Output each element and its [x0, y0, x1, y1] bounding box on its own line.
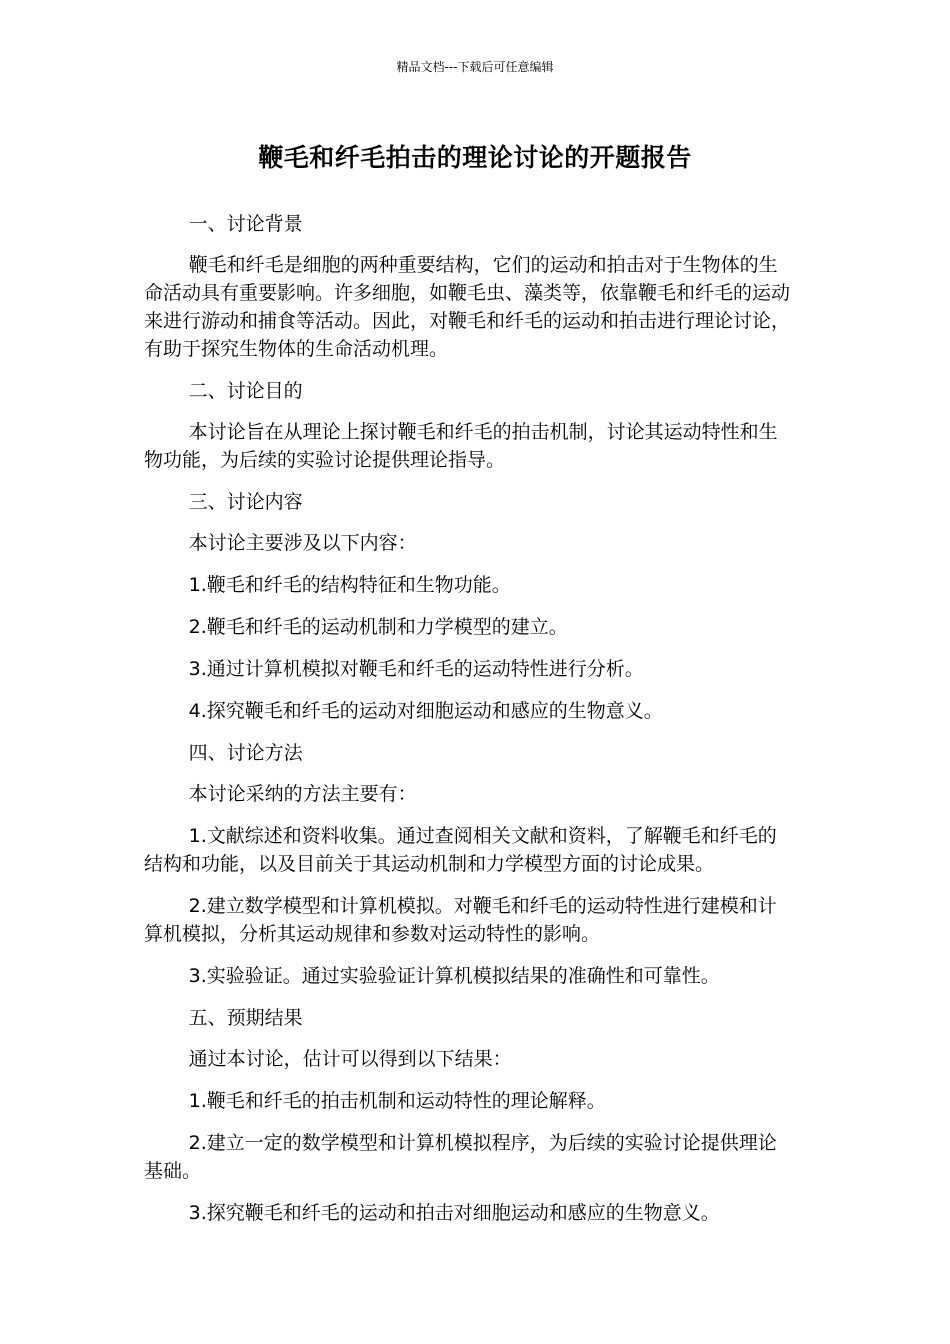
header-note: 精品文档---下载后可任意编辑: [396, 60, 554, 74]
document-title: 鞭毛和纤毛拍击的理论讨论的开题报告: [258, 143, 692, 172]
list-item: 1.文献综述和资料收集。通过查阅相关文献和资料，了解鞭毛和纤毛的结构和功能，以及目前关于其运动机制和力学模型方面的讨论成果。: [144, 825, 777, 875]
section-heading: 二、讨论目的: [188, 380, 303, 402]
paragraph: 本讨论旨在从理论上探讨鞭毛和纤毛的拍击机制，讨论其运动特性和生物功能，为后续的实验讨论提供理论指导。: [144, 421, 778, 471]
paragraph: 通过本讨论，估计可以得到以下结果：: [188, 1048, 512, 1070]
list-item: 1.鞭毛和纤毛的结构特征和生物功能。: [188, 574, 511, 596]
list-item: 1.鞭毛和纤毛的拍击机制和运动特性的理论解释。: [188, 1090, 606, 1112]
list-item: 3.通过计算机模拟对鞭毛和纤毛的运动特性进行分析。: [188, 658, 644, 680]
document-body: [144, 210, 794, 1241]
list-item: 3.探究鞭毛和纤毛的运动和拍击对细胞运动和感应的生物意义。: [188, 1202, 720, 1224]
section-heading: 五、预期结果: [188, 1007, 303, 1029]
section-heading: 一、讨论背景: [188, 213, 303, 235]
section-heading: 四、讨论方法: [188, 742, 303, 764]
paragraph: 本讨论采纳的方法主要有：: [188, 783, 417, 805]
list-item: 2.鞭毛和纤毛的运动机制和力学模型的建立。: [188, 616, 568, 638]
list-item: 3.实验验证。通过实验验证计算机模拟结果的准确性和可靠性。: [188, 965, 720, 987]
paragraph: 鞭毛和纤毛是细胞的两种重要结构，它们的运动和拍击对于生物体的生命活动具有重要影响。许多细胞，如鞭毛虫、藻类等，依靠鞭毛和纤毛的运动来进行游动和捕食等活动。因此，对鞭毛和纤毛的运动和拍击进行理论讨论，有助于探究生物体的生命活动机理。: [144, 254, 791, 360]
list-item: 4.探究鞭毛和纤毛的运动对细胞运动和感应的生物意义。: [188, 700, 663, 722]
list-item: 2.建立一定的数学模型和计算机模拟程序，为后续的实验讨论提供理论基础。: [144, 1132, 777, 1182]
section-heading: 三、讨论内容: [188, 491, 303, 513]
paragraph: 本讨论主要涉及以下内容：: [188, 532, 417, 554]
list-item: 2.建立数学模型和计算机模拟。对鞭毛和纤毛的运动特性进行建模和计算机模拟，分析其运动规律和参数对运动特性的影响。: [144, 895, 777, 945]
